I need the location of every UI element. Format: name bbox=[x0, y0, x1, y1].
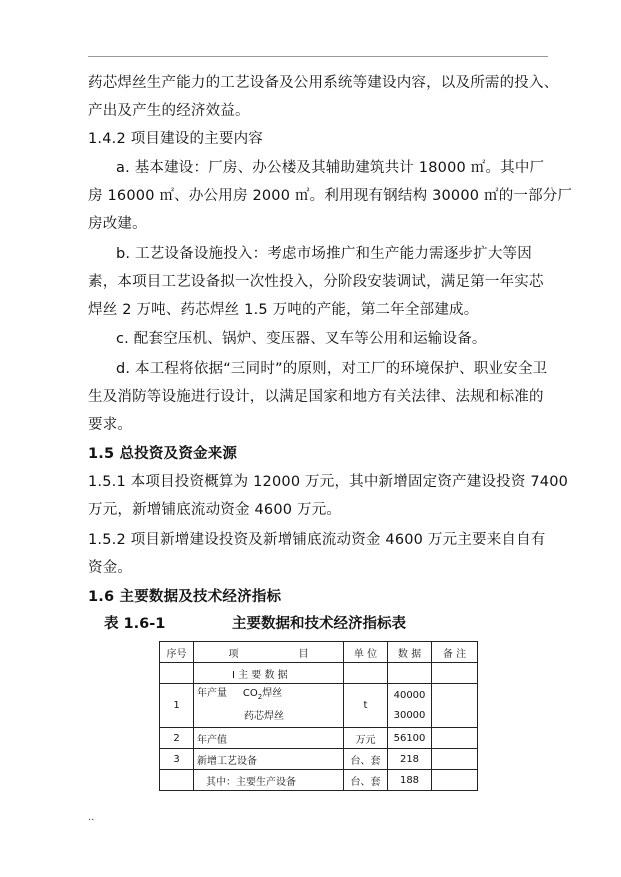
header-data: 数 据 bbox=[388, 642, 432, 663]
cell-item-line: 药芯焊丝 bbox=[244, 711, 284, 722]
cell-data: 40000 30000 bbox=[388, 684, 432, 728]
paragraph-line: 素，本项目工艺设备拟一次性投入，分阶段安装调试，满足第一年实芯 bbox=[88, 274, 544, 290]
header-unit: 单 位 bbox=[344, 642, 388, 663]
section-heading-1-5: 1.5 总投资及资金来源 bbox=[88, 446, 238, 462]
cell-unit: 万元 bbox=[344, 728, 388, 749]
cell-seq: 1 bbox=[160, 684, 194, 728]
paragraph-line: 产出及产生的经济效益。 bbox=[88, 103, 250, 119]
cell-item bbox=[194, 684, 344, 728]
paragraph-line: 生及消防等设施进行设计，以满足国家和地方有关法律、法规和标准的 bbox=[88, 389, 544, 405]
header-seq: 序号 bbox=[160, 642, 194, 663]
paragraph-line: 房 16000 ㎡、办公用房 2000 ㎡。利用现有钢结构 30000 ㎡的一部分厂 bbox=[88, 188, 573, 204]
paragraph-line: 药芯焊丝生产能力的工艺设备及公用系统等建设内容，以及所需的投入、 bbox=[88, 75, 559, 91]
cell-unit: 台、套 bbox=[344, 749, 388, 770]
table-header-row bbox=[160, 642, 478, 663]
cell-seq: 2 bbox=[160, 728, 194, 749]
cell-item: 新增工艺设备 bbox=[194, 749, 344, 770]
section-heading-1-6: 1.6 主要数据及技术经济指标 bbox=[88, 589, 282, 605]
cell-item: 年产值 bbox=[194, 728, 344, 749]
paragraph-line: 房改建。 bbox=[88, 216, 147, 232]
paragraph-line: 要求。 bbox=[88, 417, 133, 433]
cell-unit: t bbox=[344, 684, 388, 728]
section-heading-1-4-2: 1.4.2 项目建设的主要内容 bbox=[88, 131, 264, 147]
paragraph-line: c. 配套空压机、锅炉、变压器、叉车等公用和运输设备。 bbox=[116, 331, 487, 347]
paragraph-line: a. 基本建设：厂房、办公楼及其辅助建筑共计 18000 ㎡。其中厂 bbox=[116, 160, 545, 176]
table-title: 主要数据和技术经济指标表 bbox=[232, 616, 406, 632]
table-row bbox=[160, 684, 478, 728]
section-label: Ⅰ 主 要 数 据 bbox=[194, 663, 344, 684]
header-rule bbox=[88, 56, 548, 57]
table-number: 表 1.6-1 bbox=[104, 616, 166, 632]
paragraph-line: d. 本工程将依据“三同时”的原则，对工厂的环境保护、职业安全卫 bbox=[116, 361, 548, 377]
cell-item-line: 年产量 $CO_2$焊丝 bbox=[197, 688, 283, 701]
cell-item: 其中：主要生产设备 bbox=[194, 770, 344, 791]
indicator-table bbox=[159, 641, 478, 791]
cell-data: 188 bbox=[388, 770, 432, 791]
paragraph-line: 1.5.1 本项目投资概算为 12000 万元，其中新增固定资产建设投资 7400 bbox=[88, 474, 569, 490]
cell-data: 218 bbox=[388, 749, 432, 770]
paragraph-line: b. 工艺设备设施投入：考虑市场推广和生产能力需逐步扩大等因 bbox=[116, 246, 532, 262]
paragraph-line: 1.5.2 项目新增建设投资及新增铺底流动资金 4600 万元主要来自自有 bbox=[88, 532, 546, 548]
table-row bbox=[160, 663, 478, 684]
footer-mark: .. bbox=[88, 812, 95, 823]
cell-unit: 台、套 bbox=[344, 770, 388, 791]
header-item: 项 目 bbox=[194, 642, 344, 663]
table-row bbox=[160, 749, 478, 770]
paragraph-line: 资金。 bbox=[88, 560, 133, 576]
cell-data: 56100 bbox=[388, 728, 432, 749]
table-row bbox=[160, 728, 478, 749]
table-row bbox=[160, 770, 478, 791]
header-note: 备 注 bbox=[432, 642, 478, 663]
paragraph-line: 焊丝 2 万吨、药芯焊丝 1.5 万吨的产能，第二年全部建成。 bbox=[88, 302, 479, 318]
cell-seq: 3 bbox=[160, 749, 194, 770]
paragraph-line: 万元，新增铺底流动资金 4600 万元。 bbox=[88, 502, 342, 518]
